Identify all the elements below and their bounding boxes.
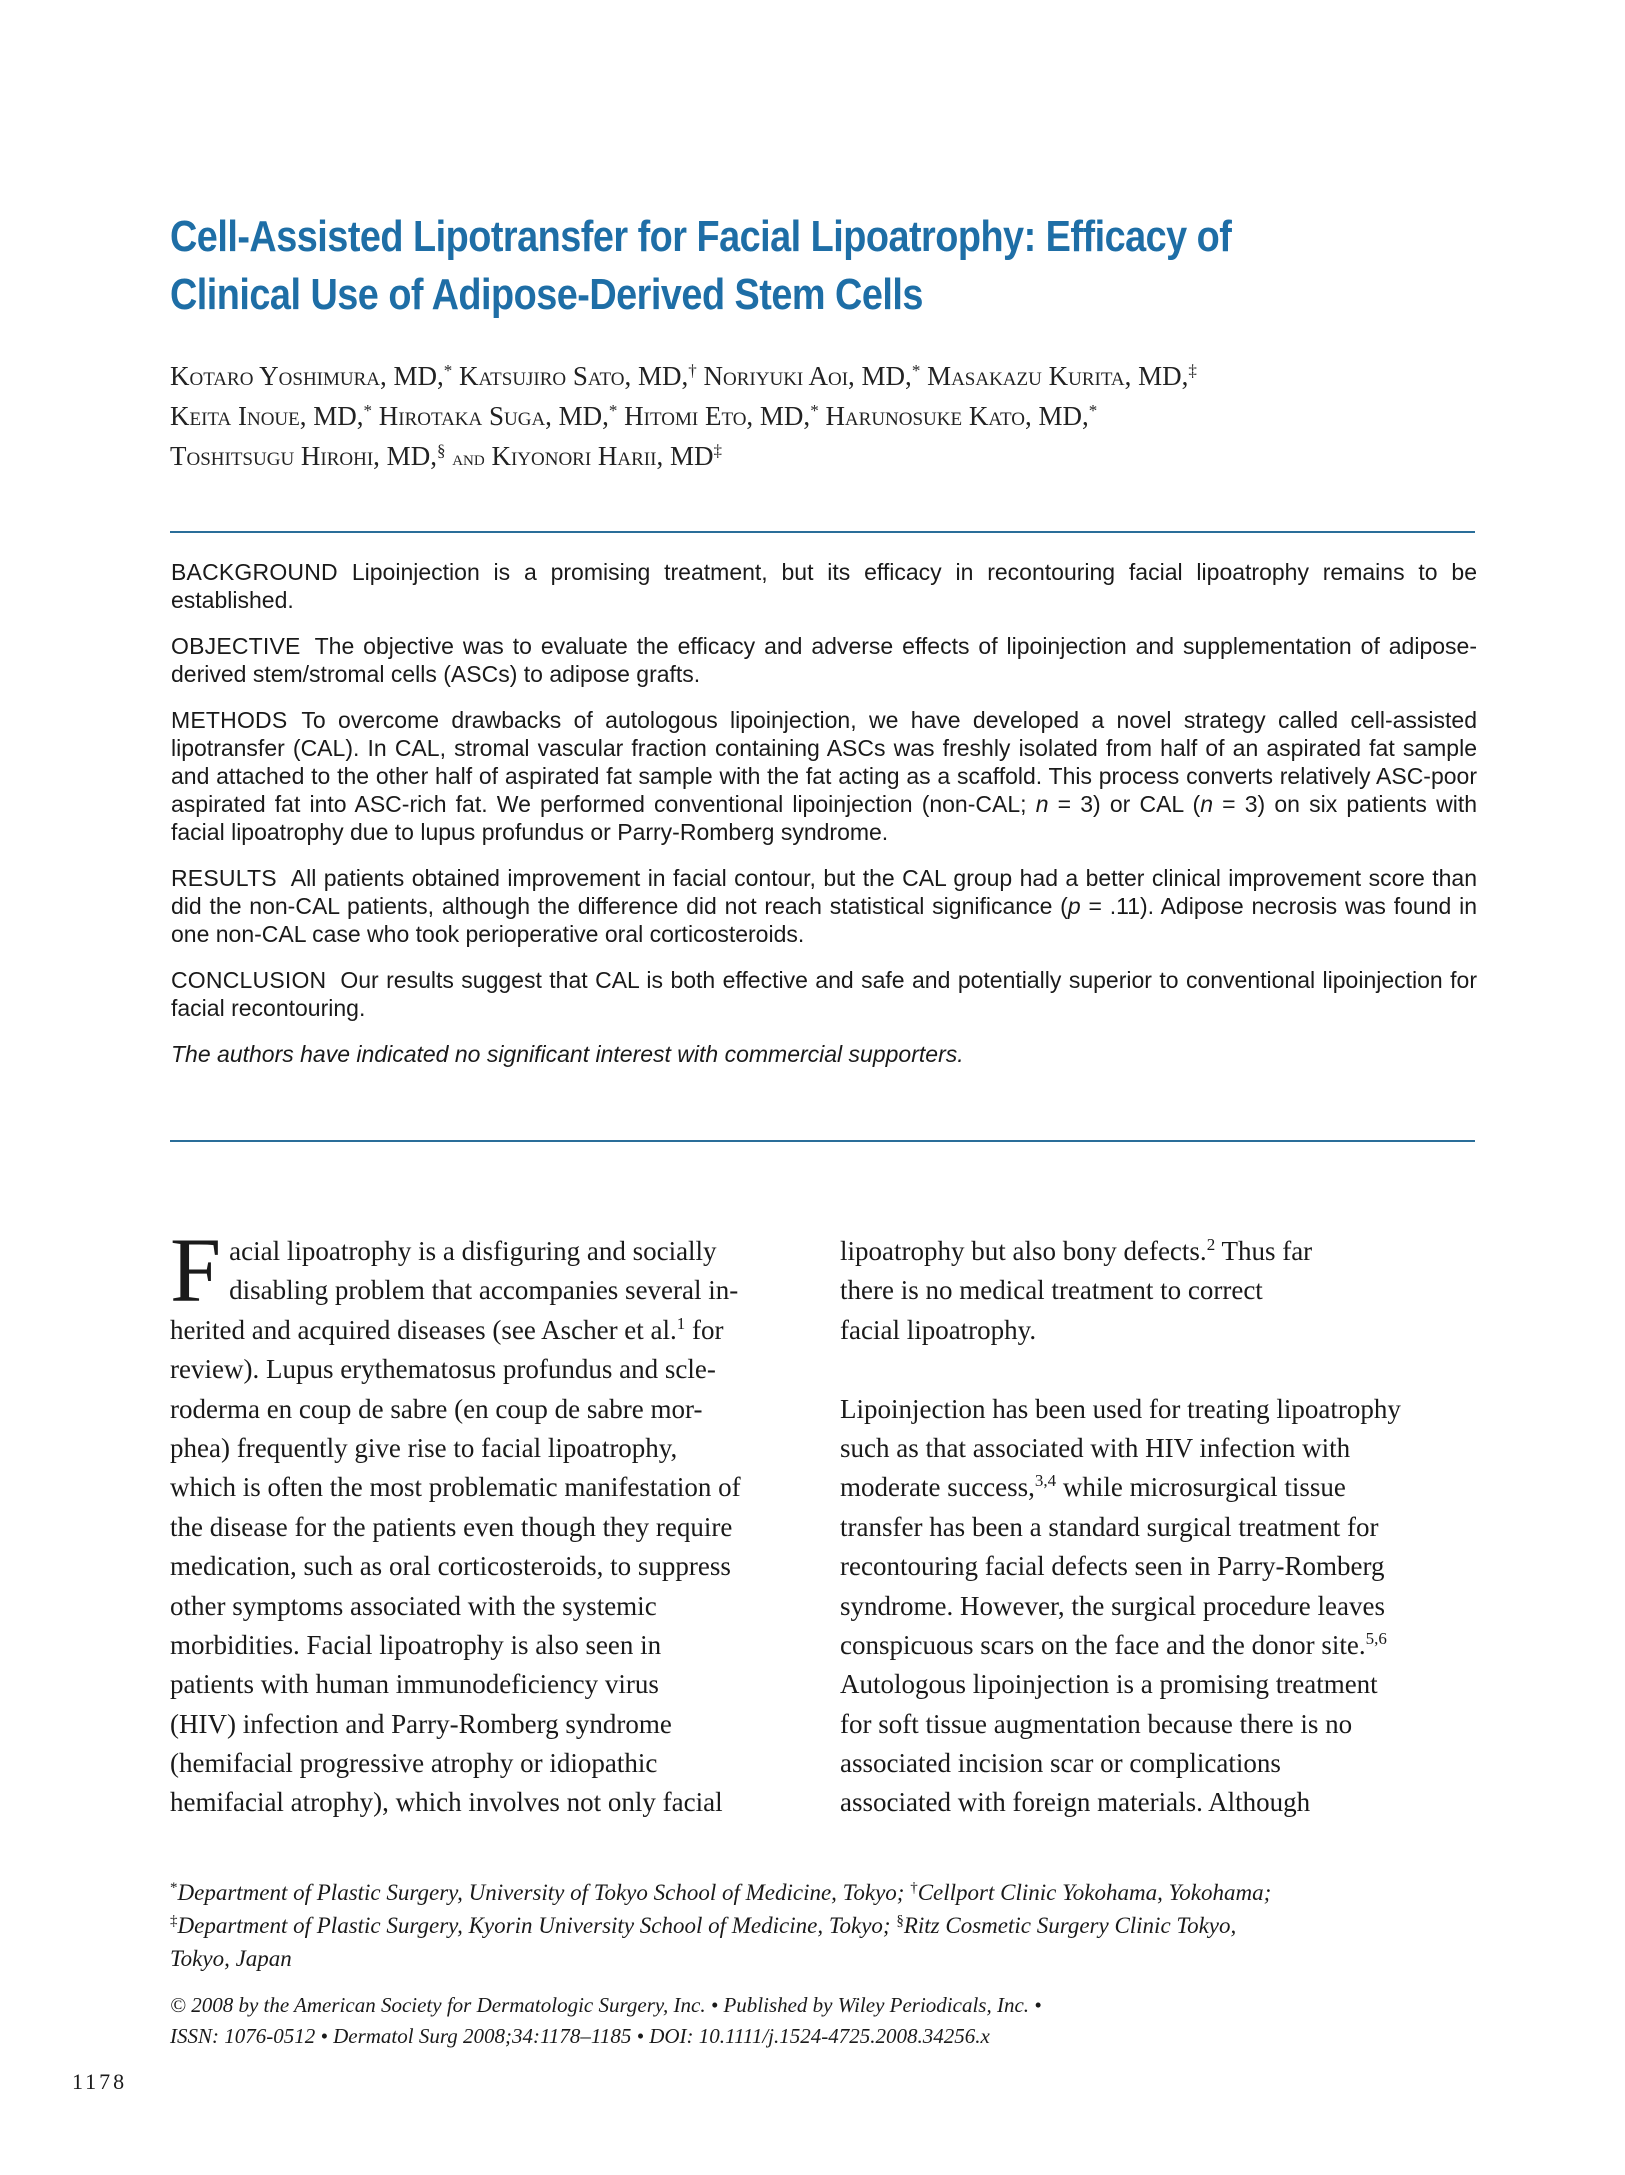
title-line: Clinical Use of Adipose-Derived Stem Cells [170,270,923,319]
section-text: To overcome drawbacks of autologous lipoinjection, we have developed a novel strategy called cell-assisted lipotransfer (CAL). In CAL, stromal vascular fraction containing ASCs was freshly isolated from half of an aspirated fat sample and attached to the other half of aspirated fat sample with the fat acting as a scaffold. This process converts relatively ASC-poor aspirated fat into ASC-rich fat. We performed conventional lipoinjection (non-CAL; [171,707,1477,817]
body-line: associated with foreign materials. Although [840,1787,1311,1818]
title-line: Cell-Assisted Lipotransfer for Facial Lipoatrophy: Efficacy of [170,212,1232,261]
body-line: phea) frequently give rise to facial lipoatrophy, [170,1432,678,1463]
body-column-right [840,1232,1480,1823]
author-name: Katsujiro Sato, MD, [459,361,689,391]
section-text: The objective was to evaluate the efficacy and adverse effects of lipoinjection and supplementation of adipose-derived stem/stromal cells (ASCs) to adipose grafts. [171,633,1477,687]
abstract-top-rule [170,531,1475,533]
affiliation-mark: * [1088,401,1098,420]
affiliation-mark: * [363,401,373,420]
body-line [170,1311,805,1350]
affiliation-mark: § [896,1913,904,1929]
body-line: acial lipoatrophy is a disfiguring and socially [229,1236,717,1266]
body-line: patients with human immunodeficiency virus [170,1669,659,1700]
author-name: Hirotaka Suga, MD, [378,401,609,431]
author-conjunction: and [452,445,485,470]
author-line [170,436,1470,478]
paragraph-gap [840,1350,1480,1389]
author-name: Keita Inoue, MD, [170,401,364,431]
section-text: Lipoinjection is a promising treatment, but its efficacy in recontouring facial lipoatrophy remains to be established. [171,559,1477,613]
body-line: for soft tissue augmentation because there is no [840,1708,1353,1739]
section-heading: CONCLUSION [171,967,327,993]
body-line: other symptoms associated with the systemic [170,1590,657,1621]
body-line: disabling problem that accompanies several in- [229,1275,739,1306]
body-line: (hemifacial progressive atrophy or idiopathic [170,1748,658,1779]
body-text: for [685,1314,724,1345]
body-line: the disease for the patients even though they require [170,1511,733,1542]
body-text: moderate success, [840,1472,1035,1503]
affiliation-mark: * [608,401,618,420]
affiliation-mark: ‡ [170,1913,178,1929]
author-name: Hitomi Eto, MD, [624,401,811,431]
section-text: = 3) or CAL ( [1048,791,1201,817]
body-line: recontouring facial defects seen in Parry-Romberg [840,1551,1385,1582]
section-text: All patients obtained improvement in facial contour, but the CAL group had a better clinical improvement score than did the non-CAL patients, although the difference did not reach statistical significance ( [171,865,1477,919]
affiliation-line: Tokyo, Japan [170,1946,292,1971]
abstract-methods [171,706,1477,846]
abstract-bottom-rule [170,1140,1475,1142]
affiliation-line [170,1876,1480,1909]
body-line: roderma en coup de sabre (en coup de sabre mor- [170,1393,703,1424]
body-line: associated incision scar or complications [840,1748,1281,1779]
abstract-results [171,864,1477,948]
affiliation-text: Department of Plastic Surgery, Kyorin University School of Medicine, Tokyo; [177,1913,897,1938]
section-text: = .11). Adipose necrosis was found in one non-CAL case who took perioperative oral corticosteroids. [171,893,1477,947]
affiliation-text: Cellport Clinic Yokohama, Yokohama; [917,1880,1272,1905]
body-line [840,1626,1480,1665]
citation-ref: 3,4 [1034,1471,1057,1491]
body-line: Lipoinjection has been used for treating lipoatrophy [840,1393,1401,1424]
body-line: morbidities. Facial lipoatrophy is also seen in [170,1629,662,1660]
affiliation-mark: ‡ [713,441,722,460]
citation-ref: 1 [676,1313,686,1333]
body-line [840,1468,1480,1507]
author-name: Kiyonori Harii, MD [491,441,714,471]
affiliation-mark: * [911,361,921,380]
affiliation-mark: † [688,361,697,380]
body-text: conspicuous scars on the face and the donor site. [840,1629,1366,1660]
article-title [170,208,1460,324]
author-affiliations [170,1876,1480,1975]
section-text: Our results suggest that CAL is both effective and safe and potentially superior to conventional lipoinjection for facial recontouring. [171,967,1477,1021]
author-name: Harunosuke Kato, MD, [825,401,1089,431]
body-line: such as that associated with HIV infection with [840,1432,1351,1463]
affiliation-mark: * [443,361,453,380]
body-line: Autologous lipoinjection is a promising treatment [840,1669,1378,1700]
copyright-notice [170,1990,1470,2052]
affiliation-mark: § [436,441,446,460]
body-line: there is no medical treatment to correct [840,1275,1263,1306]
author-line [170,356,1470,396]
drop-cap: F [170,1219,222,1321]
body-line: which is often the most problematic manifestation of [170,1472,741,1503]
affiliation-line [170,1909,1480,1942]
section-text: = 3) on six patients with facial lipoatrophy due to lupus profundus or Parry-Romberg syndrome. [171,791,1477,845]
body-line: facial lipoatrophy. [840,1314,1037,1345]
affiliation-mark: * [810,401,819,420]
author-name: Masakazu Kurita, MD, [927,361,1189,391]
author-name: Noriyuki Aoi, MD, [703,361,912,391]
abstract-background [171,558,1477,614]
abstract-conclusion [171,966,1477,1022]
disclosure-statement: The authors have indicated no significant interest with commercial supporters. [171,1041,964,1067]
p-value-symbol: p [1067,893,1081,919]
body-line: syndrome. However, the surgical procedure leaves [840,1590,1385,1621]
citation-line: ISSN: 1076-0512 • Dermatol Surg 2008;34:1178–1185 • DOI: 10.1111/j.1524-4725.2008.34256.x [170,2024,990,2048]
page-number: 1178 [72,2069,128,2094]
body-line: review). Lupus erythematosus profundus and scle- [170,1354,716,1385]
body-line [840,1232,1480,1271]
author-list [170,356,1470,478]
body-line: hemifacial atrophy), which involves not only facial [170,1787,723,1818]
copyright-line: © 2008 by the American Society for Dermatologic Surgery, Inc. • Published by Wiley Periodicals, Inc. • [170,1993,1042,2017]
section-heading: RESULTS [171,865,277,891]
section-heading: OBJECTIVE [171,633,301,659]
body-text: Thus far [1215,1236,1313,1266]
abstract-objective [171,632,1477,688]
sample-size-symbol: n [1200,791,1213,817]
section-heading: BACKGROUND [171,559,338,585]
affiliation-mark: ‡ [1188,361,1197,380]
author-line [170,396,1470,436]
abstract [171,558,1477,1086]
affiliation-text: Ritz Cosmetic Surgery Clinic Tokyo, [903,1913,1237,1938]
citation-ref: 2 [1206,1235,1216,1254]
body-line: transfer has been a standard surgical treatment for [840,1511,1379,1542]
body-column-left [170,1219,805,1823]
affiliation-mark: * [170,1880,178,1896]
body-text: while microsurgical tissue [1056,1472,1346,1503]
affiliation-text: Department of Plastic Surgery, University of Tokyo School of Medicine, Tokyo; [177,1880,911,1905]
body-line: (HIV) infection and Parry-Romberg syndrome [170,1708,672,1739]
affiliation-mark: † [910,1880,918,1896]
body-line: medication, such as oral corticosteroids, to suppress [170,1551,731,1582]
citation-ref: 5,6 [1365,1628,1387,1648]
body-text: lipoatrophy but also bony defects. [840,1236,1207,1266]
body-text: herited and acquired diseases (see Ascher et al. [170,1314,677,1345]
author-name: Toshitsugu Hirohi, MD, [170,441,437,471]
sample-size-symbol: n [1035,791,1049,817]
author-name: Kotaro Yoshimura, MD, [170,361,444,391]
section-heading: METHODS [171,707,288,733]
